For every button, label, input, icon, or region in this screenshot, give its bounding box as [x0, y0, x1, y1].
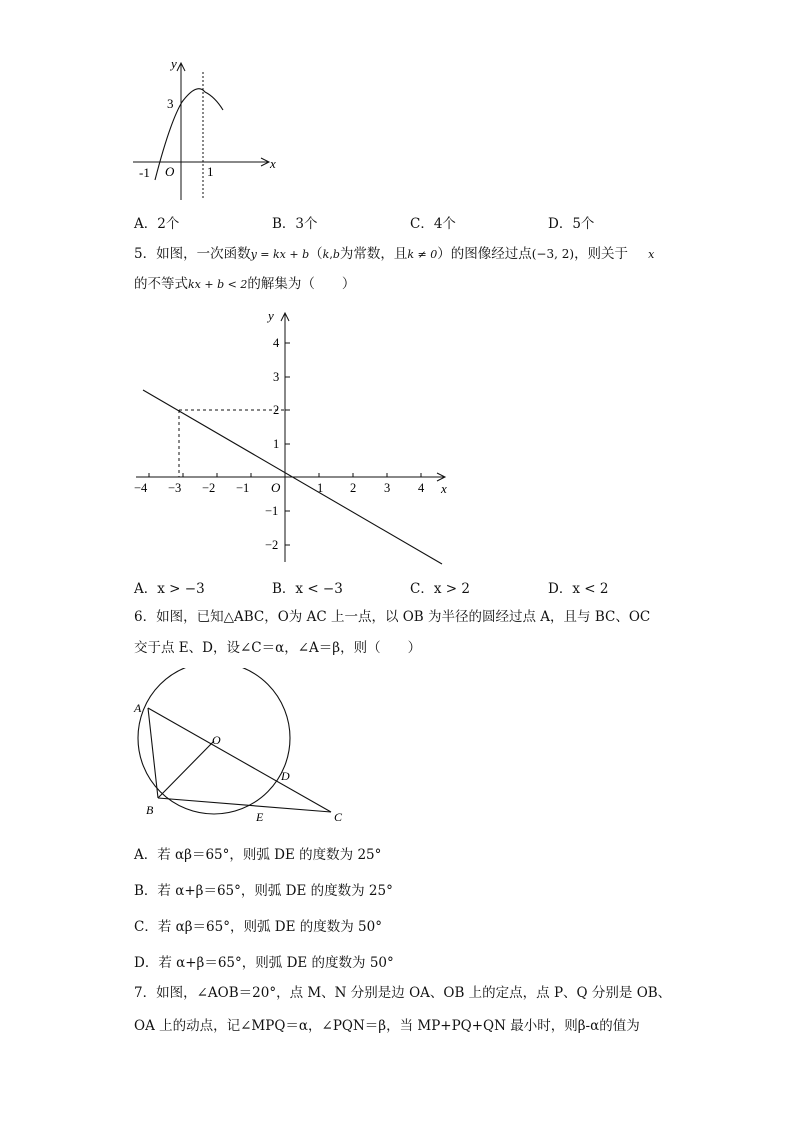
- q5-question-line1: 5．如图，一次函数y = kx + b（k,b为常数，且k ≠ 0）的图像经过点(−3, 2)，则关于 x: [134, 246, 655, 262]
- q4-label-neg1: -1: [139, 165, 150, 180]
- q5-linear-function-graph: [128, 300, 458, 570]
- q6-option-d[interactable]: D．若 α+β＝65°，则弧 DE 的度数为 50°: [134, 955, 394, 971]
- q6-label-b: B: [146, 803, 154, 817]
- q5-x-tick: 3: [384, 481, 391, 495]
- q6-option-b[interactable]: B．若 α+β＝65°，则弧 DE 的度数为 25°: [134, 883, 393, 899]
- q5-x-tick: −4: [134, 481, 148, 495]
- q4-option-a[interactable]: A．2个: [134, 216, 180, 232]
- q6-label-d: D: [281, 769, 290, 783]
- q5-option-c[interactable]: C．x > 2: [410, 581, 470, 597]
- q6-circle-triangle-diagram: [128, 668, 358, 828]
- q4-label-origin: O: [165, 164, 175, 179]
- q5-y-tick: 3: [273, 370, 280, 384]
- q4-option-c[interactable]: C．4个: [410, 216, 456, 232]
- q4-y-label: y: [171, 56, 177, 71]
- q5-x-tick: −2: [202, 481, 216, 495]
- q6-option-a[interactable]: A．若 αβ＝65°，则弧 DE 的度数为 25°: [134, 847, 382, 863]
- q5-y-tick: −2: [265, 538, 279, 552]
- q4-x-label: x: [270, 156, 276, 171]
- q5-y-axis-label: y: [268, 308, 274, 323]
- q5-y-tick: 1: [273, 437, 280, 451]
- q6-question-line2: 交于点 E、D，设∠C＝α，∠A＝β，则（ ）: [134, 640, 422, 656]
- q6-option-c[interactable]: C．若 αβ＝65°，则弧 DE 的度数为 50°: [134, 919, 382, 935]
- q4-label-1: 1: [207, 164, 214, 179]
- q5-origin-label: O: [271, 480, 281, 495]
- q5-x-tick: 2: [350, 481, 357, 495]
- q4-label-3: 3: [167, 96, 174, 111]
- q7-question-line1: 7．如图，∠AOB＝20°，点 M、N 分别是边 OA、OB 上的定点，点 P、Q 分别是 OB、: [134, 985, 672, 1001]
- q7-question-line2: OA 上的动点，记∠MPQ＝α，∠PQN＝β，当 MP+PQ+QN 最小时，则β-α的值为: [134, 1018, 640, 1034]
- q5-option-d[interactable]: D．x < 2: [548, 581, 609, 597]
- q5-option-a[interactable]: A．x > −3: [134, 581, 205, 597]
- q6-label-o: O: [212, 733, 221, 747]
- q5-x-tick: 4: [418, 481, 425, 495]
- q6-label-e: E: [256, 810, 264, 824]
- q4-option-d[interactable]: D．5个: [548, 216, 595, 232]
- q5-x-tick: −1: [236, 481, 250, 495]
- q5-x-axis-label: x: [441, 481, 447, 496]
- q5-x-tick: 1: [317, 481, 324, 495]
- q6-label-c: C: [334, 810, 343, 824]
- q4-option-b[interactable]: B．3个: [272, 216, 318, 232]
- q5-y-tick: −1: [265, 504, 279, 518]
- q5-y-tick: 2: [273, 403, 280, 417]
- q5-x-tick: −3: [168, 481, 182, 495]
- q5-question-line2: 的不等式kx + b < 2的解集为（ ）: [134, 276, 356, 292]
- q6-question-line1: 6．如图，已知△ABC，O为 AC 上一点，以 OB 为半径的圆经过点 A，且与 BC、OC: [134, 609, 651, 625]
- q5-y-tick: 4: [273, 336, 280, 350]
- q5-option-b[interactable]: B．x < −3: [272, 581, 343, 597]
- q4-parabola-graph: [125, 52, 285, 212]
- q6-label-a: A: [134, 701, 142, 715]
